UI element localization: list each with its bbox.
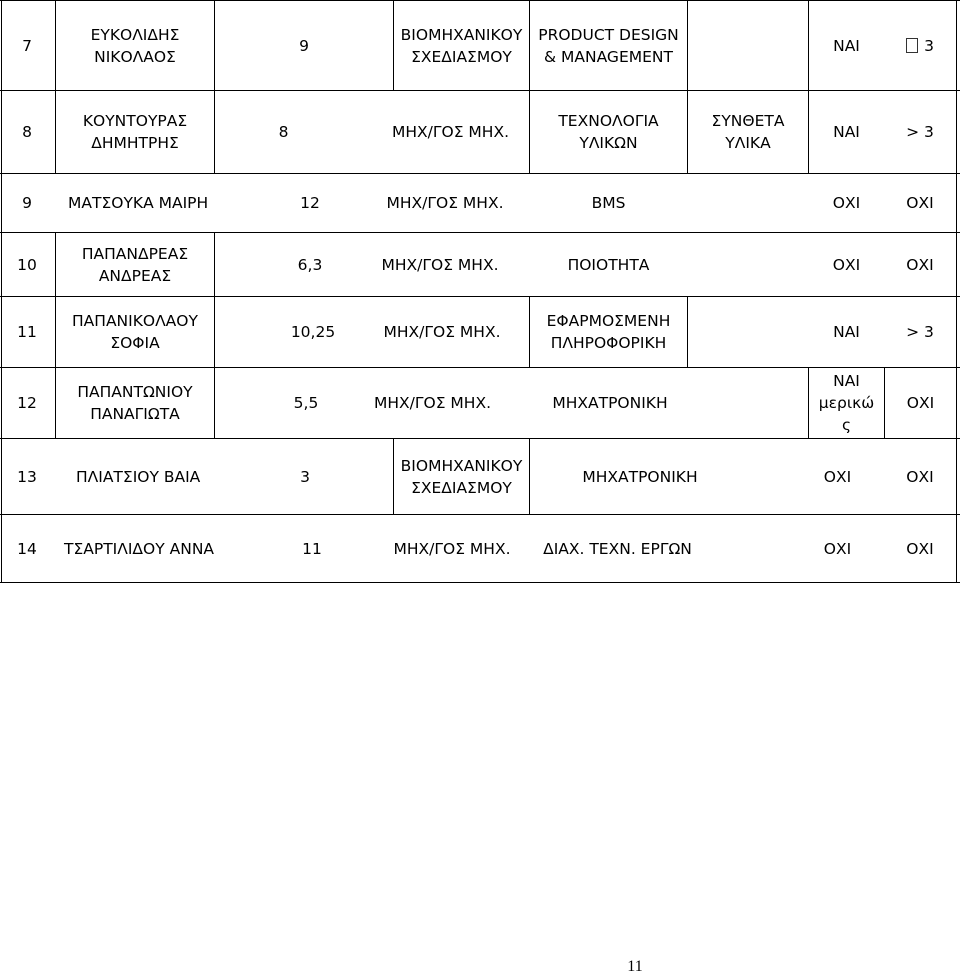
answer: ΟΧΙ xyxy=(823,467,852,486)
topic-secondary: ΣΥΝΘΕΤΑ ΥΛΙΚΑ xyxy=(711,112,785,152)
student-name: ΠΑΠΑΝΙΚΟΛΑΟΥ ΣΟΦΙΑ xyxy=(72,312,198,352)
student-name: ΠΛΙΑΤΣΙΟΥ ΒΑΙΑ xyxy=(76,467,201,486)
table-border-right xyxy=(956,0,957,583)
department: ΒΙΟΜΗΧΑΝΙΚΟΥ ΣΧΕΔΙΑΣΜΟΥ xyxy=(400,25,523,66)
answer: ΝΑΙ xyxy=(833,36,860,55)
topic: ΕΦΑΡΜΟΣΜΕΝΗ ΠΛΗΡΟΦΟΡΙΚΗ xyxy=(546,312,671,352)
row-number: 10 xyxy=(17,255,37,274)
row-number: 9 xyxy=(22,194,32,212)
grade: 8 xyxy=(278,123,289,141)
answer: ΝΑΙ μερικώ ς xyxy=(818,372,875,434)
department: ΜΗΧ/ΓΟΣ ΜΗΧ. xyxy=(374,394,491,412)
department: ΜΗΧ/ΓΟΣ ΜΗΧ. xyxy=(383,323,501,341)
student-name: ΠΑΠΑΝΔΡΕΑΣ ΑΝΔΡΕΑΣ xyxy=(81,244,189,285)
extra: ΟΧΙ xyxy=(906,539,934,558)
row-number: 7 xyxy=(22,36,32,55)
grade: 3 xyxy=(300,467,310,486)
grade: 11 xyxy=(302,539,322,558)
extra: ΟΧΙ xyxy=(906,394,935,412)
answer: ΟΧΙ xyxy=(832,255,861,274)
department: ΜΗΧ/ΓΟΣ ΜΗΧ. xyxy=(386,194,504,212)
row-number: 8 xyxy=(22,123,32,141)
grade: 12 xyxy=(300,194,320,212)
student-name: ΜΑΤΣΟΥΚΑ ΜΑΙΡΗ xyxy=(68,194,209,212)
answer: ΝΑΙ xyxy=(833,123,860,141)
extra: ΟΧΙ xyxy=(906,255,934,274)
department: ΜΗΧ/ΓΟΣ ΜΗΧ. xyxy=(393,539,511,558)
department: ΜΗΧ/ΓΟΣ ΜΗΧ. xyxy=(381,255,499,274)
cell-divider xyxy=(214,296,215,367)
extra: > 3 xyxy=(906,123,934,141)
department: ΒΙΟΜΗΧΑΝΙΚΟΥ ΣΧΕΔΙΑΣΜΟΥ xyxy=(400,456,523,497)
answer: ΟΧΙ xyxy=(823,539,852,558)
cell-divider xyxy=(214,232,215,296)
topic: PRODUCT DESIGN & MANAGEMENT xyxy=(538,25,679,66)
extra: > 3 xyxy=(906,323,934,341)
student-name: ΚΟΥΝΤΟΥΡΑΣ ΔΗΜΗΤΡΗΣ xyxy=(82,112,188,152)
grade: 5,5 xyxy=(293,394,319,412)
cell-divider xyxy=(214,367,215,438)
answer: ΟΧΙ xyxy=(832,194,861,212)
department: ΜΗΧ/ΓΟΣ ΜΗΧ. xyxy=(392,123,509,141)
grade: 10,25 xyxy=(290,323,336,341)
row-number: 12 xyxy=(17,394,37,412)
grade: 9 xyxy=(299,36,309,55)
extra: ΟΧΙ xyxy=(906,467,934,486)
topic: ΤΕΧΝΟΛΟΓΙΑ ΥΛΙΚΩΝ xyxy=(558,112,659,152)
table-border-bottom xyxy=(0,582,960,583)
missing-glyph-box-icon xyxy=(906,38,918,53)
grade: 6,3 xyxy=(297,255,323,274)
answer: ΝΑΙ xyxy=(833,323,860,341)
student-name: ΤΣΑΡΤΙΛΙΔΟΥ ΑΝΝΑ xyxy=(64,539,215,558)
row-number: 13 xyxy=(17,467,37,486)
student-name: ΠΑΠΑΝΤΩΝΙΟΥ ΠΑΝΑΓΙΩΤΑ xyxy=(77,383,193,423)
row-number: 14 xyxy=(17,539,37,558)
topic: ΜΗΧΑΤΡΟΝΙΚΗ xyxy=(552,394,668,412)
topic: ΠΟΙΟΤΗΤΑ xyxy=(567,255,650,274)
extra: 3 xyxy=(884,1,956,90)
cell-divider xyxy=(687,296,688,367)
extra: ΟΧΙ xyxy=(906,194,934,212)
cell-divider xyxy=(687,0,688,90)
student-name: ΕΥΚΟΛΙΔΗΣ ΝΙΚΟΛΑΟΣ xyxy=(90,25,180,66)
topic: ΜΗΧΑΤΡΟΝΙΚΗ xyxy=(582,467,698,486)
topic: ΔΙΑΧ. ΤΕΧΝ. ΕΡΓΩΝ xyxy=(543,539,692,558)
page-number: 11 xyxy=(627,958,643,975)
topic: BMS xyxy=(591,194,626,212)
row-number: 11 xyxy=(17,323,37,341)
